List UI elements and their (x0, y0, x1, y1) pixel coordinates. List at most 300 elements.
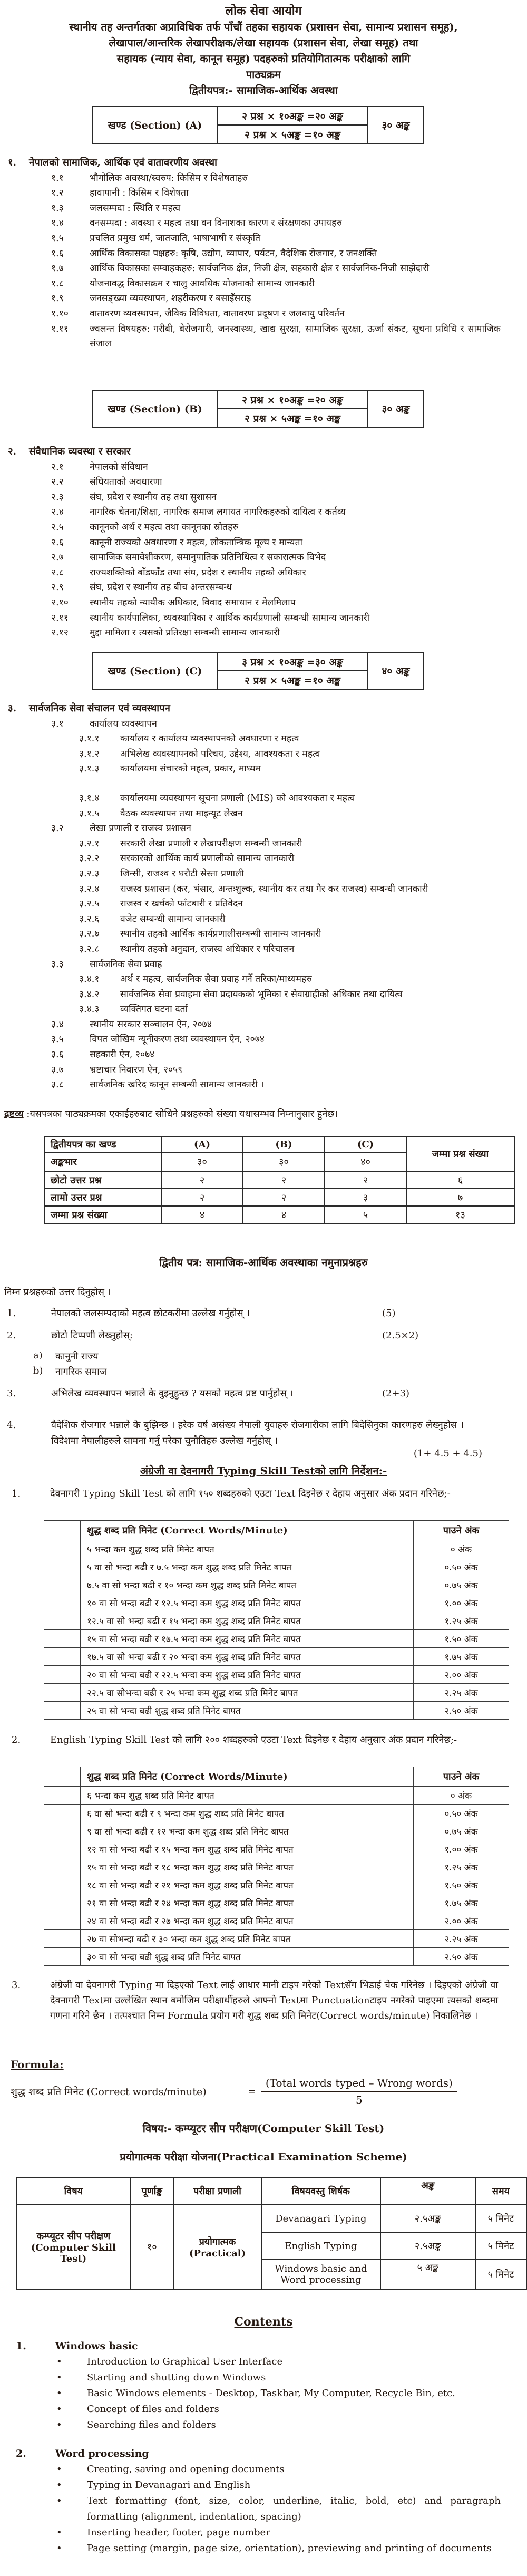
item-text: नागरिक चेतना/शिक्षा, नागरिक समाज लगायत नागरिकहरुको दायित्व र कर्तव्य (90, 507, 346, 518)
item-number: २.३ (51, 491, 64, 503)
contents-bullet (0, 2541, 501, 2556)
table-row (44, 1558, 509, 1576)
contents-heading: Contents (234, 2315, 293, 2329)
marks: १.२५ अंक (414, 1612, 509, 1630)
table-row (93, 652, 424, 671)
item-text: हावापानी : किसिम र विशेषता (90, 188, 189, 199)
item-text: वनसम्पदा : अवस्था र महत्व तथा वन विनाशका कारण र संरक्षणका उपायहरु (90, 218, 342, 229)
item-number: १.१० (51, 308, 69, 319)
empty-cell (44, 1594, 81, 1612)
marks-cell: २ प्रश्न × ५अङ्क =१० अङ्क (217, 409, 368, 427)
table-row (44, 1630, 509, 1648)
speed-range: २७ वा सोभन्दा बढी र ३० भन्दा कम शुद्ध शब्द प्रति मिनेट बापत (81, 1930, 414, 1948)
formula-fraction (261, 2077, 457, 2106)
typing-point-2 (0, 1732, 498, 1748)
item-number: १. (8, 157, 17, 168)
section-label: खण्ड (Section) (B) (93, 390, 217, 427)
list-item (0, 791, 501, 806)
marks: १.०० अंक (414, 1594, 509, 1612)
item-text: अर्थ र महत्व, सार्वजनिक सेवा प्रवाह गर्ने तरिका/माध्यमहरु (120, 974, 312, 985)
header-cell: (C) (325, 1136, 406, 1152)
list-item (0, 1077, 501, 1093)
fraction-numerator: (Total words typed – Wrong words) (261, 2077, 457, 2092)
header-cell: पाउने अंक (414, 1767, 509, 1787)
question-distribution-table (44, 1136, 515, 1224)
item-number: ३.६ (51, 1049, 64, 1060)
list-item (0, 957, 501, 972)
item-text: स्थानीय तहको न्यायीक अधिकार, विवाद समाधान र मेलमिलाप (90, 597, 296, 608)
note-text: :यसपत्रका पाठ्यक्रमका एकाईहरुबाट सोधिने प्रश्नहरुको संख्या यथासम्भव निम्नानुसार हुनेछ। (23, 1108, 338, 1120)
list-item (0, 836, 501, 852)
section-c-marks-table (92, 652, 424, 690)
contents-bullet (0, 2493, 501, 2525)
speed-range: ६ भन्दा कम शुद्ध शब्द प्रति मिनेट बापत (81, 1787, 414, 1805)
item-number: १.४ (51, 218, 64, 229)
topic-cell: English Typing (261, 2232, 380, 2260)
speed-range: १० वा सो भन्दा बढी र १२.५ भन्दा कम शुद्ध शब्द प्रति मिनेट बापत (81, 1594, 414, 1612)
item-number: २.७ (51, 552, 64, 563)
item-number: १.८ (51, 278, 64, 289)
total-marks-cell: ३० अङ्क (368, 107, 424, 143)
speed-range: ३० वा सो भन्दा बढी शुद्ध शब्द प्रति मिनेट बापत (81, 1948, 414, 1966)
item-text: राज्यशक्तिको बाँडफाँड तथा संघ, प्रदेश र स्थानीय तहको अधिकार (90, 567, 306, 578)
contents-bullet (0, 2386, 501, 2401)
empty-cell (44, 1930, 81, 1948)
table-row (44, 1666, 509, 1684)
contents-bullet (0, 2354, 501, 2370)
row-label: जम्मा प्रश्न संख्या (45, 1206, 161, 1223)
item-text: कानूनको अर्थ र महत्व तथा कानूनका स्रोतहरु (90, 522, 238, 533)
empty-cell (44, 1787, 81, 1805)
row-label: लामो उत्तर प्रश्न (45, 1189, 161, 1206)
item-number: १.१ (51, 172, 64, 184)
question-2a (0, 1350, 369, 1363)
marks-cell: २.५अङ्क (380, 2205, 475, 2232)
contents-bullet (0, 2401, 501, 2417)
list-item (0, 806, 501, 822)
point-text: English Typing Skill Test को लागि २०० शब्दहरुको एउटा Text दिइनेछ र देहाय अनुसार अंक प्रदान गरिनेछ;- (50, 1734, 457, 1745)
item-text: सामाजिक समावेशीकरण, समानुपातिक प्रतिनिधित्व र सकारात्मक विभेद (90, 552, 326, 563)
item-text: आर्थिक विकासका पक्षहरु: कृषि, उद्योग, व्यापार, पर्यटन, वैदेशिक रोजगार, र जनशक्ति (90, 248, 377, 259)
cell-value: ४ (161, 1206, 243, 1223)
marks: ० अंक (414, 1787, 509, 1805)
item-text: संघियताको अवधारणा (90, 477, 162, 488)
question-1 (0, 1306, 506, 1321)
marks-cell: २.५अङ्क (380, 2232, 475, 2260)
speed-range: १७.५ वा सो भन्दा बढी र २० भन्दा कम शुद्ध शब्द प्रति मिनेट बापत (81, 1648, 414, 1666)
bullet-text: Text formatting (font, size, color, underline, italic, bold, etc) and paragraph formatting (alignment, indentation, spacing) (87, 2495, 501, 2522)
list-item (0, 731, 501, 747)
question-3 (0, 1386, 506, 1402)
marks: ० अंक (414, 1540, 509, 1558)
list-item (0, 216, 501, 231)
item-number: २.४ (51, 507, 64, 518)
item-text: सरकारी लेखा प्रणाली र लेखापरीक्षण सम्बन्धी जानकारी (120, 838, 302, 849)
list-item (0, 761, 501, 777)
empty-cell (44, 1858, 81, 1876)
item-number: २. (8, 446, 17, 457)
item-text: व्यक्तिगत घटना दर्ता (120, 1004, 188, 1015)
list-item (0, 625, 501, 641)
table-row (16, 2177, 526, 2205)
empty-cell (44, 1767, 81, 1787)
list-item (0, 580, 501, 595)
question-text: अभिलेख व्यवस्थापन भन्नाले के वुझ्नुहुन्छ ? यसको महत्व प्रष्ट पार्नुहोस् । (51, 1388, 294, 1399)
list-item (0, 611, 501, 626)
list-item (0, 1002, 501, 1017)
item-number: २.९ (51, 582, 64, 593)
bullet-icon (56, 2401, 62, 2417)
table-row (44, 1576, 509, 1594)
item-text: स्थानीय तहको अनुदान, राजस्व अधिकार र परिचालन (120, 943, 295, 954)
item-number: २.१ (51, 461, 64, 472)
list-item (0, 1063, 501, 1078)
item-text: वजेट सम्बन्धी सामान्य जानकारी (120, 913, 226, 924)
list-item (0, 927, 501, 942)
empty-cell (44, 1648, 81, 1666)
list-item (0, 987, 501, 1002)
note-line (4, 1107, 500, 1120)
item-text: आर्थिक विकासका सम्वाहकहरु: सार्वजनिक क्षेत्र, निजी क्षेत्र, सहकारी क्षेत्र र सार्वजनिक-निजी साझेदारी (90, 263, 430, 274)
header-cell: शुद्ध शब्द प्रति मिनेट (Correct Words/Minute) (81, 1767, 414, 1787)
item-text: योजनावद्ध विकासक्रम र चालु आवधिक योजनाको सामान्य जानकारी (90, 278, 315, 289)
list-item (0, 246, 501, 262)
bullet-text: Inserting header, footer, page number (87, 2527, 270, 2538)
contents-bullet (0, 2477, 501, 2493)
marks: २.२५ अंक (414, 1684, 509, 1702)
header-cell: द्वितीयपत्र का खण्ड (45, 1136, 161, 1152)
header-cell: शुद्ध शब्द प्रति मिनेट (Correct Words/Minute) (81, 1521, 414, 1540)
org-title: लोक सेवा आयोग (225, 4, 302, 18)
table-row (44, 1912, 509, 1930)
contents-bullet (0, 2370, 501, 2386)
list-item (0, 231, 501, 246)
cell-value: २ (243, 1171, 325, 1189)
list-item (0, 186, 501, 201)
contents-bullet (0, 2525, 501, 2541)
option-text: कानुनी राज्य (55, 1351, 99, 1362)
computer-skill-subject-line: विषय:- कम्प्यूटर सीप परीक्षण(Computer Skill Test) (142, 2122, 385, 2135)
item-number: ३.४.२ (79, 989, 100, 1000)
marks-cell: ५ अङ्क (380, 2260, 475, 2289)
table-row (44, 1876, 509, 1894)
item-text: सरकारको आर्थिक कार्य प्रणालीको सामान्य जानकारी (120, 853, 295, 864)
item-text: राजस्व प्रशासन (कर, भंसार, अन्तःशुल्क, स्थानीय कर तथा गैर कर राजस्व) सम्बन्धी जानकारी (120, 883, 428, 894)
item-text: मुद्दा मामिला र त्यसको प्रतिरक्षा सम्बन्धी सामान्य जानकारी (90, 628, 280, 639)
list-item (0, 276, 501, 292)
header-cell: पाउने अंक (414, 1521, 509, 1540)
item-number: २.६ (51, 537, 64, 548)
item-text: लेखा प्रणाली र राजस्व प्रशासन (90, 823, 191, 834)
option-letter: b) (33, 1365, 43, 1376)
item-text: संवैधानिक व्यवस्था र सरकार (29, 446, 131, 457)
list-item (0, 942, 501, 957)
item-number: ३.१.३ (79, 764, 100, 775)
empty-cell (44, 1805, 81, 1822)
item-text: सहकारी ऐन, २०७४ (90, 1049, 155, 1060)
bullet-icon (56, 2370, 62, 2386)
bullet-text: Concept of files and folders (87, 2404, 219, 2415)
point-text: अंग्रेजी वा देवनागरी Typing मा दिइएको Text लाई आधार मानी टाइप गरेको Textसँग भिडाई चेक गरिनेछ । दिइएको अंग्रेजी वा देवनागरी Textमा उल्लेखित स्थान बमोजिम परीक्षार्थीहरुले आफ्नो Textमा Punctuationटाइप नगरेको पाइएमा त्यसको शब्दमा गणना गरिने छैन । तत्पश्चात निम्न Formula प्रयोग गरी शुद्ध शब्द प्रति मिनेट(Correct words/minute) निकालिनेछ । (50, 1980, 498, 2021)
list-item (0, 851, 501, 866)
list-item (0, 1032, 501, 1047)
item-text: संघ, प्रदेश र स्थानीय तह तथा सुशासन (90, 491, 217, 503)
item-number: ३.२ (51, 823, 64, 834)
contents-bullet (0, 2417, 501, 2433)
list-item (0, 821, 501, 836)
speed-range: ७.५ वा सो भन्दा बढी र १० भन्दा कम शुद्ध शब्द प्रति मिनेट बापत (81, 1576, 414, 1594)
item-number: २.१० (51, 597, 69, 608)
item-text: प्रचलित प्रमुख धर्म, जातजाति, भाषाभाषी र संस्कृति (90, 233, 261, 244)
question-marks: (2.5×2) (382, 1330, 419, 1341)
table-row (44, 1594, 509, 1612)
list-item (0, 1047, 501, 1063)
unit-title (0, 156, 501, 171)
item-text: वैठक व्यवस्थापन तथा माइन्यूट लेखन (120, 808, 243, 819)
item-text: जलसम्पदा : स्थिति र महत्व (90, 202, 181, 214)
cell-value: २ (161, 1189, 243, 1206)
table-row (44, 1858, 509, 1876)
exam-system-cell: प्रयोगात्मक (Practical) (173, 2205, 261, 2289)
item-number: ३.२.७ (79, 929, 100, 940)
table-row (45, 1206, 514, 1223)
item-number: २.११ (51, 612, 69, 623)
speed-range: १५ वा सो भन्दा बढी र १७.५ भन्दा कम शुद्ध शब्द प्रति मिनेट बापत (81, 1630, 414, 1648)
marks: २.०० अंक (414, 1912, 509, 1930)
speed-range: २४ वा सो भन्दा बढी र २७ भन्दा कम शुद्ध शब्द प्रति मिनेट बापत (81, 1912, 414, 1930)
point-number: 1. (12, 1488, 21, 1499)
empty-cell (44, 1894, 81, 1912)
bullet-icon (56, 2493, 62, 2509)
list-item (0, 306, 501, 322)
item-text: कार्यालय र कार्यालय व्यवस्थापनको अवधारणा र महत्व (120, 734, 299, 745)
item-number: ३.४ (51, 1019, 64, 1030)
list-item (0, 1017, 501, 1033)
formula-equation (11, 2077, 495, 2106)
list-item (0, 171, 501, 186)
item-number: ३.१ (51, 718, 64, 729)
list-item (0, 866, 501, 882)
speed-range: ५ भन्दा कम शुद्ध शब्द प्रति मिनेट बापत (81, 1540, 414, 1558)
header-cell: समय (475, 2177, 526, 2205)
bullet-text: Introduction to Graphical User Interface (87, 2356, 283, 2367)
point-number: 2. (12, 1734, 21, 1745)
row-label: अङ्कभार (45, 1152, 161, 1171)
table-row (44, 1767, 509, 1787)
item-number: १.११ (51, 323, 69, 334)
list-item (0, 505, 501, 520)
header-cell: (B) (243, 1136, 325, 1152)
question-number: 4. (7, 1420, 16, 1431)
item-number: १.६ (51, 248, 64, 259)
table-row (44, 1540, 509, 1558)
bullet-icon (56, 2386, 62, 2401)
item-text: सार्वजनिक सेवा प्रवाह (90, 959, 162, 970)
bullet-icon (56, 2477, 62, 2493)
unit-title (0, 701, 501, 717)
table-row (44, 1612, 509, 1630)
item-text: जनसङ्ख्या व्यवस्थापन, शहरीकरण र बसाइँसराइ (90, 293, 251, 304)
curriculum-title: पाठ्यक्रम (246, 68, 281, 81)
item-text: वातावरण व्यवस्थापन, जैविक विविधता, वातावरण प्रदूषण र जलवायु परिवर्तन (90, 308, 345, 319)
english-typing-marks-table (44, 1767, 509, 1966)
item-number: ३.२.३ (79, 868, 100, 879)
empty-cell (44, 1912, 81, 1930)
header-cell: अङ्क (380, 2177, 475, 2205)
question-4-marks: (1+ 4.5 + 4.5) (413, 1448, 482, 1459)
list-item (0, 322, 501, 352)
item-number: ३.१.१ (79, 734, 100, 745)
item-number: २.५ (51, 522, 64, 533)
item-number: ३.३ (51, 959, 64, 970)
question-4 (0, 1417, 506, 1449)
point-text: देवनागरी Typing Skill Test को लागि १५० शब्दहरुको एउटा Text दिइनेछ र देहाय अनुसार अंक प्रदान गरिनेछ;- (50, 1488, 451, 1499)
item-number: ३.७ (51, 1064, 64, 1075)
header-cell: विषय (16, 2177, 131, 2205)
typing-instructions-heading: अंग्रेजी वा देवनागरी Typing Skill Testको लागि निर्देशन:- (140, 1464, 387, 1477)
item-number: ३.२.६ (79, 913, 100, 924)
bullet-icon (56, 2417, 62, 2433)
item-text: कार्यालयमा संचारको महत्व, प्रकार, माध्यम (120, 764, 261, 775)
empty-cell (44, 1612, 81, 1630)
bullet-icon (56, 2462, 62, 2477)
bullet-text: Searching files and folders (87, 2419, 216, 2430)
section-label: खण्ड (Section) (C) (93, 652, 217, 689)
item-number: १.५ (51, 233, 64, 244)
list-item (0, 717, 501, 732)
empty-cell (44, 1840, 81, 1858)
section-label: खण्ड (Section) (A) (93, 107, 217, 143)
item-number: १.७ (51, 263, 64, 274)
topic-cell: Devanagari Typing (261, 2205, 380, 2232)
question-number: 1. (7, 1308, 16, 1319)
item-text: नेपालको संविधान (90, 461, 148, 472)
empty-cell (44, 1702, 81, 1720)
contents-section-title (0, 2338, 501, 2354)
table-row (44, 1648, 509, 1666)
header-line: सहायक (न्याय सेवा, कानून समूह) पदहरुको प्रतियोगितात्मक परीक्षाको लागि (116, 52, 411, 65)
header-line: लेखापाल/आन्तरिक लेखापरीक्षक/लेखा सहायक (प्रशासन सेवा, लेखा समूह) तथा (109, 36, 418, 49)
marks: २.२५ अंक (414, 1930, 509, 1948)
header-line: स्थानीय तह अन्तर्गतका अप्राविधिक तर्फ पाँचौं तहका सहायक (प्रशासन सेवा, सामान्य प्रशासन समूह), (69, 21, 458, 33)
marks-cell: ३ प्रश्न × १०अङ्क =३० अङ्क (217, 652, 368, 671)
marks: १.२५ अंक (414, 1858, 509, 1876)
speed-range: ९ वा सो भन्दा बढी र १२ भन्दा कम शुद्ध शब्द प्रति मिनेट बापत (81, 1822, 414, 1840)
question-text: छोटो टिप्पणी लेख्नुहोस्: (51, 1330, 133, 1341)
item-text: कार्यालयमा व्यवस्थापन सूचना प्रणाली (MIS) को आवश्यकता र महत्व (120, 793, 355, 804)
table-row (44, 1894, 509, 1912)
marks: १.७५ अंक (414, 1648, 509, 1666)
practical-scheme-line: प्रयोगात्मक परीक्षा योजना(Practical Examination Scheme) (120, 2150, 407, 2163)
question-2 (0, 1328, 506, 1344)
header-cell: पूर्णाङ्क (131, 2177, 173, 2205)
table-row (44, 1822, 509, 1840)
list-item (0, 291, 501, 306)
item-text: Word processing (55, 2448, 149, 2459)
note-label: द्रष्टव्य (4, 1108, 24, 1120)
list-item (0, 882, 501, 897)
point-number: 3. (12, 1980, 21, 1991)
total-marks-cell: ३० अङ्क (368, 390, 424, 427)
typing-point-3 (0, 1977, 498, 2023)
marks-cell: २ प्रश्न × ५अङ्क =१० अङ्क (217, 125, 368, 143)
question-marks: (2+3) (382, 1388, 410, 1399)
cell-value: ३ (325, 1189, 406, 1206)
cell-value: २ (325, 1171, 406, 1189)
option-letter: a) (33, 1350, 43, 1361)
table-row (44, 1787, 509, 1805)
list-item (0, 475, 501, 490)
bullet-text: Creating, saving and opening documents (87, 2464, 285, 2475)
item-number: २.२ (51, 477, 64, 488)
marks: १.५० अंक (414, 1630, 509, 1648)
speed-range: १८ वा सो भन्दा बढी र २१ भन्दा कम शुद्ध शब्द प्रति मिनेट बापत (81, 1876, 414, 1894)
table-row (93, 107, 424, 125)
table-row (45, 1189, 514, 1206)
item-number: ३.४.१ (79, 974, 100, 985)
item-number: ३.८ (51, 1079, 64, 1091)
speed-range: २० वा सो भन्दा बढी र २२.५ भन्दा कम शुद्ध शब्द प्रति मिनेट बापत (81, 1666, 414, 1684)
table-row (44, 1702, 509, 1720)
bullet-icon (56, 2525, 62, 2541)
marks: १.७५ अंक (414, 1894, 509, 1912)
cell-value: ४ (243, 1206, 325, 1223)
empty-cell (44, 1876, 81, 1894)
empty-cell (44, 1684, 81, 1702)
item-number: २.१२ (51, 628, 69, 639)
marks: २.५० अंक (414, 1702, 509, 1720)
cell-value: ७ (406, 1189, 514, 1206)
marks-cell: २ प्रश्न × १०अङ्क =२० अङ्क (217, 107, 368, 125)
item-text: संघ, प्रदेश र स्थानीय तह बीच अन्तरसम्बन्ध (90, 582, 232, 593)
formula-label: Formula: (11, 2058, 64, 2071)
header-cell: जम्मा प्रश्न संख्या (406, 1136, 514, 1171)
item-number: १.३ (51, 202, 64, 214)
table-row (44, 1805, 509, 1822)
topic-cell: Windows basic and Word processing (261, 2260, 380, 2289)
list-item (0, 201, 501, 216)
item-number: ३.२.१ (79, 838, 100, 849)
list-item (0, 595, 501, 611)
list-item (0, 912, 501, 927)
section-b-marks-table (92, 390, 424, 428)
list-item (0, 520, 501, 535)
unit-1 (0, 156, 501, 352)
list-item (0, 490, 501, 505)
question-number: 2. (7, 1330, 16, 1341)
bullet-text: Starting and shutting down Windows (87, 2372, 266, 2383)
item-text: स्थानीय कार्यपालिका, व्यवस्थापिका र आर्थिक कार्यप्रणाली सम्बन्धी सामान्य जानकारी (90, 612, 370, 623)
fraction-denominator: 5 (355, 2093, 363, 2106)
item-number: 1. (16, 2340, 26, 2352)
table-row (44, 1930, 509, 1948)
time-cell: ५ मिनेट (475, 2232, 526, 2260)
item-number: ३.२.५ (79, 899, 100, 910)
item-text: Windows basic (55, 2340, 138, 2352)
item-number: ३.१.२ (79, 748, 100, 759)
item-number: ३.१.५ (79, 808, 100, 819)
item-number: १.९ (51, 293, 64, 304)
item-text: कानूनी राज्यको अवधारणा र महत्व, लोकतान्त्रिक मूल्य र मान्यता (90, 537, 303, 548)
cell-value: १३ (406, 1206, 514, 1223)
item-number: ३. (8, 703, 17, 714)
marks: ०.७५ अंक (414, 1822, 509, 1840)
item-text: कार्यालय व्यवस्थापन (90, 718, 157, 729)
item-text: राजस्व र खर्चको फाँटबारी र प्रतिवेदन (120, 899, 243, 910)
list-item (0, 747, 501, 762)
time-cell: ५ मिनेट (475, 2260, 526, 2289)
devanagari-typing-marks-table (44, 1520, 509, 1720)
